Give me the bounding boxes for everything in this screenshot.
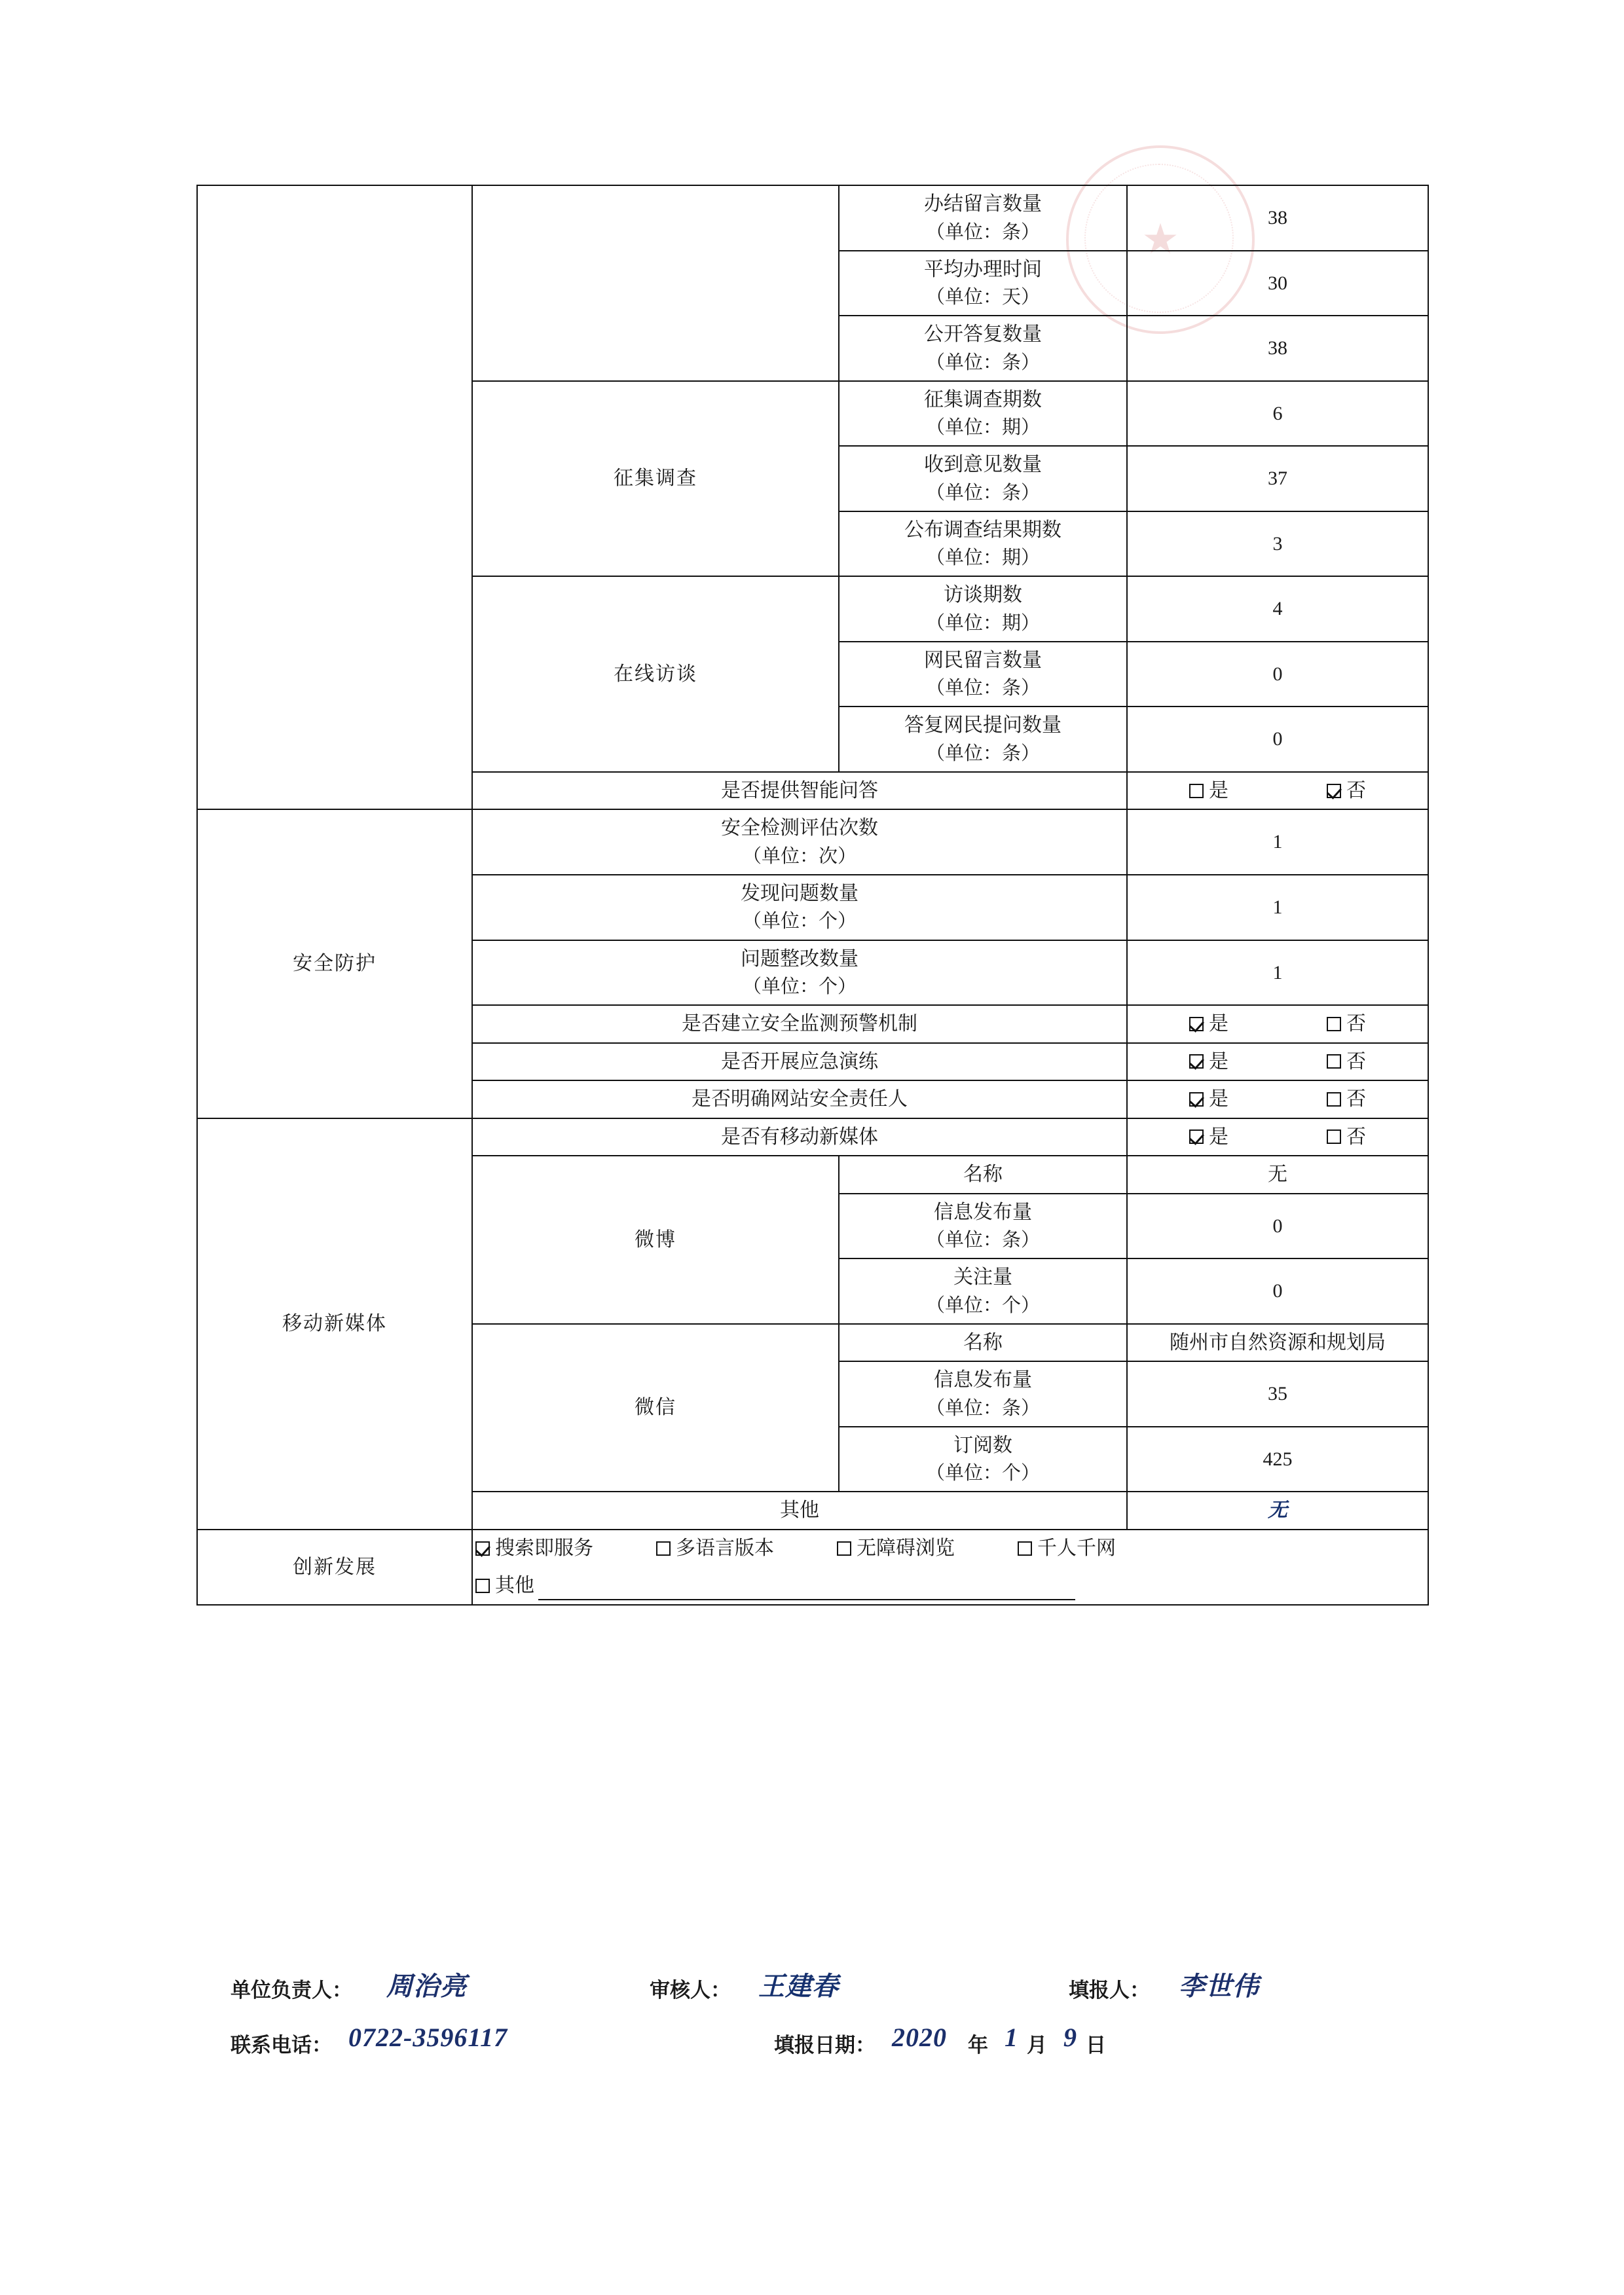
row-label: 收到意见数量 （单位：条） [839, 446, 1127, 511]
row-label: 办结留言数量 （单位：条） [839, 185, 1127, 251]
has-newmedia-yes[interactable]: 是 [1189, 1123, 1228, 1152]
row-value: 4 [1127, 576, 1428, 642]
checkbox-checked-icon[interactable] [1327, 784, 1341, 798]
checkbox-icon[interactable] [1327, 1129, 1341, 1144]
innovation-option-personalized[interactable]: 千人千网 [1018, 1534, 1116, 1563]
footer-row-contact [231, 2022, 1409, 2073]
checkbox-checked-icon[interactable] [1189, 1017, 1204, 1031]
innovation-option-search[interactable]: 搜索即服务 [475, 1534, 593, 1563]
newmedia-other-value: 无 [1127, 1492, 1428, 1530]
row-label: 信息发布量 （单位：条） [839, 1361, 1127, 1427]
security-check-choices [1127, 1080, 1428, 1118]
security-owner-yes[interactable]: 是 [1189, 1085, 1228, 1114]
annual-report-table [196, 185, 1429, 1606]
row-value: 6 [1127, 381, 1428, 447]
reviewer-label: 审核人： [650, 1979, 731, 2002]
checkbox-checked-icon[interactable] [475, 1541, 490, 1556]
category-innovation: 创新发展 [197, 1530, 472, 1605]
footer-row-signatures [231, 1971, 1409, 2022]
group-collect-survey: 征集调查 [472, 381, 839, 577]
security-warn-no[interactable]: 否 [1327, 1010, 1366, 1038]
row-label: 关注量 （单位：个） [839, 1258, 1127, 1324]
has-newmedia-label: 是否有移动新媒体 [472, 1118, 1127, 1156]
category-new-media: 移动新媒体 [197, 1118, 472, 1530]
emergency-drill-yes[interactable]: 是 [1189, 1048, 1228, 1076]
group-weixin: 微信 [472, 1324, 839, 1492]
row-value: 无 [1127, 1156, 1428, 1194]
has-newmedia-choices [1127, 1118, 1428, 1156]
date-year: 2020 [892, 2023, 947, 2052]
row-value: 1 [1127, 940, 1428, 1006]
security-check-choices [1127, 1043, 1428, 1081]
row-label: 网民留言数量 （单位：条） [839, 642, 1127, 707]
checkbox-checked-icon[interactable] [1189, 1054, 1204, 1069]
filler-signature: 李世伟 [1179, 1972, 1259, 2001]
newmedia-other-label: 其他 [472, 1492, 1127, 1530]
date-year-suffix: 年 [968, 2034, 988, 2057]
date-day: 9 [1063, 2023, 1077, 2052]
emergency-drill-no[interactable]: 否 [1327, 1048, 1366, 1076]
has-newmedia-no[interactable]: 否 [1327, 1123, 1366, 1152]
checkbox-checked-icon[interactable] [1189, 1129, 1204, 1144]
smart-qa-label: 是否提供智能问答 [472, 772, 1127, 810]
row-value: 随州市自然资源和规划局 [1127, 1324, 1428, 1362]
security-check-label: 是否建立安全监测预警机制 [472, 1005, 1127, 1043]
unit-head-signature: 周治亮 [386, 1972, 467, 2001]
row-value: 38 [1127, 185, 1428, 251]
checkbox-icon[interactable] [1018, 1541, 1032, 1556]
row-value: 35 [1127, 1361, 1428, 1427]
row-label: 征集调查期数 （单位：期） [839, 381, 1127, 447]
date-label: 填报日期： [774, 2034, 876, 2057]
innovation-option-multilang[interactable]: 多语言版本 [656, 1534, 774, 1563]
filler-label: 填报人： [1069, 1979, 1150, 2002]
checkbox-icon[interactable] [1189, 784, 1204, 798]
unit-head-label: 单位负责人： [231, 1979, 352, 2002]
group-weibo: 微博 [472, 1156, 839, 1324]
row-label: 公开答复数量 （单位：条） [839, 316, 1127, 381]
row-value: 3 [1127, 511, 1428, 577]
row-value: 0 [1127, 1258, 1428, 1324]
security-check-choices [1127, 1005, 1428, 1043]
security-check-label: 是否明确网站安全责任人 [472, 1080, 1127, 1118]
checkbox-icon[interactable] [1327, 1017, 1341, 1031]
smart-qa-choices [1127, 772, 1428, 810]
group-message-board [472, 185, 839, 381]
reviewer-signature: 王建春 [758, 1972, 839, 2001]
row-value: 38 [1127, 316, 1428, 381]
row-label: 平均办理时间 （单位：天） [839, 251, 1127, 316]
table-row [197, 185, 1428, 251]
category-interaction [197, 185, 472, 809]
row-value: 0 [1127, 1194, 1428, 1259]
table-row [197, 1530, 1428, 1605]
row-label: 发现问题数量 （单位：个） [472, 875, 1127, 940]
row-value: 1 [1127, 875, 1428, 940]
date-day-suffix: 日 [1086, 2034, 1106, 2057]
row-label: 公布调查结果期数 （单位：期） [839, 511, 1127, 577]
row-value: 37 [1127, 446, 1428, 511]
row-label: 信息发布量 （单位：条） [839, 1194, 1127, 1259]
group-online-interview: 在线访谈 [472, 576, 839, 772]
seal-star-icon: ★ [1141, 216, 1179, 263]
date-month-suffix: 月 [1027, 2034, 1047, 2057]
row-label: 答复网民提问数量 （单位：条） [839, 707, 1127, 772]
row-value: 0 [1127, 642, 1428, 707]
row-label: 订阅数 （单位：个） [839, 1427, 1127, 1492]
security-check-label: 是否开展应急演练 [472, 1043, 1127, 1081]
phone-label: 联系电话： [231, 2034, 332, 2057]
checkbox-icon[interactable] [656, 1541, 671, 1556]
signature-footer [231, 1971, 1409, 2073]
innovation-other-input[interactable] [538, 1582, 1075, 1600]
category-security: 安全防护 [197, 809, 472, 1118]
row-value: 1 [1127, 809, 1428, 875]
row-value: 0 [1127, 707, 1428, 772]
checkbox-icon[interactable] [1327, 1054, 1341, 1069]
checkbox-checked-icon[interactable] [1189, 1092, 1204, 1107]
checkbox-icon[interactable] [1327, 1092, 1341, 1107]
checkbox-icon[interactable] [837, 1541, 851, 1556]
phone-value: 0722-3596117 [348, 2023, 508, 2052]
row-value: 30 [1127, 251, 1428, 316]
table-row [197, 809, 1428, 875]
innovation-options [472, 1530, 1428, 1605]
row-label: 问题整改数量 （单位：个） [472, 940, 1127, 1006]
row-label: 名称 [839, 1156, 1127, 1194]
smart-qa-no[interactable]: 否 [1327, 777, 1366, 805]
row-label: 访谈期数 （单位：期） [839, 576, 1127, 642]
innovation-option-other[interactable]: 其他 [475, 1571, 534, 1600]
date-month: 1 [1005, 2023, 1018, 2052]
checkbox-icon[interactable] [475, 1579, 490, 1593]
row-label: 安全检测评估次数 （单位：次） [472, 809, 1127, 875]
row-label: 名称 [839, 1324, 1127, 1362]
security-warn-yes[interactable]: 是 [1189, 1010, 1228, 1038]
table-row [197, 1118, 1428, 1156]
innovation-option-accessibility[interactable]: 无障碍浏览 [837, 1534, 955, 1563]
security-owner-no[interactable]: 否 [1327, 1085, 1366, 1114]
smart-qa-yes[interactable]: 是 [1189, 777, 1228, 805]
row-value: 425 [1127, 1427, 1428, 1492]
